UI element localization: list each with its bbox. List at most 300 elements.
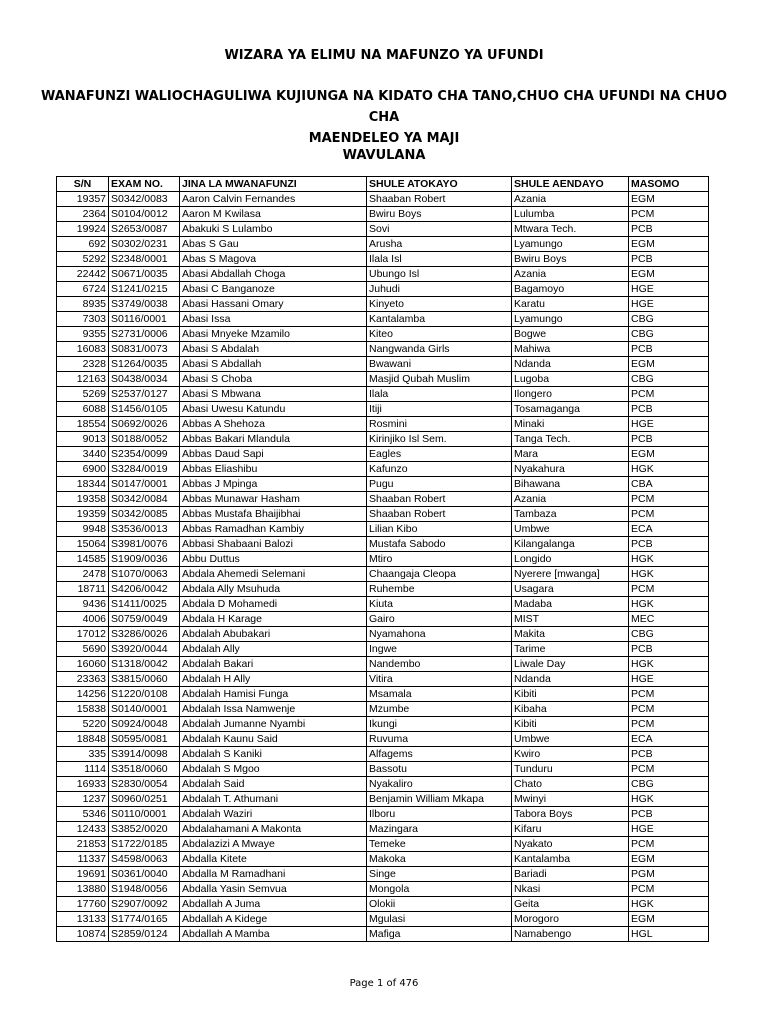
cell-school-from: Ubungo Isl — [367, 267, 512, 282]
cell-school-to: Minaki — [512, 417, 629, 432]
cell-student-name: Abdalah Issa Namwenje — [180, 702, 367, 717]
cell-exam-no: S2731/0006 — [109, 327, 180, 342]
cell-student-name: Abbasi Shabaani Balozi — [180, 537, 367, 552]
table-row — [57, 537, 709, 552]
cell-exam-no: S0361/0040 — [109, 867, 180, 882]
header-sn: S/N — [57, 177, 109, 192]
cell-school-from: Kafunzo — [367, 462, 512, 477]
cell-sn: 9436 — [57, 597, 109, 612]
cell-school-to: Makita — [512, 627, 629, 642]
cell-school-from: Ilboru — [367, 807, 512, 822]
cell-subjects: PCB — [629, 747, 709, 762]
cell-school-from: Arusha — [367, 237, 512, 252]
cell-school-to: Tanga Tech. — [512, 432, 629, 447]
cell-school-from: Olokii — [367, 897, 512, 912]
cell-sn: 8935 — [57, 297, 109, 312]
cell-subjects: MEC — [629, 612, 709, 627]
table-row — [57, 222, 709, 237]
cell-sn: 11337 — [57, 852, 109, 867]
cell-subjects: CBG — [629, 627, 709, 642]
cell-student-name: Abdalla Yasin Semvua — [180, 882, 367, 897]
cell-exam-no: S0342/0084 — [109, 492, 180, 507]
cell-sn: 16083 — [57, 342, 109, 357]
header-exam-no: EXAM NO. — [109, 177, 180, 192]
cell-subjects: PCB — [629, 642, 709, 657]
cell-sn: 16060 — [57, 657, 109, 672]
cell-student-name: Abbas A Shehoza — [180, 417, 367, 432]
cell-school-to: Nyakahura — [512, 462, 629, 477]
cell-subjects: CBG — [629, 777, 709, 792]
table-row — [57, 597, 709, 612]
cell-school-to: Morogoro — [512, 912, 629, 927]
cell-exam-no: S0671/0035 — [109, 267, 180, 282]
cell-student-name: Abbu Duttus — [180, 552, 367, 567]
cell-subjects: PCM — [629, 507, 709, 522]
cell-subjects: HGK — [629, 897, 709, 912]
cell-subjects: HGL — [629, 927, 709, 942]
table-row — [57, 567, 709, 582]
cell-school-from: Shaaban Robert — [367, 192, 512, 207]
cell-student-name: Abasi Abdallah Choga — [180, 267, 367, 282]
cell-student-name: Abdala D Mohamedi — [180, 597, 367, 612]
cell-school-from: Chaangaja Cleopa — [367, 567, 512, 582]
cell-exam-no: S3914/0098 — [109, 747, 180, 762]
cell-school-from: Masjid Qubah Muslim — [367, 372, 512, 387]
cell-school-from: Rosmini — [367, 417, 512, 432]
table-row — [57, 792, 709, 807]
table-row — [57, 747, 709, 762]
table-row — [57, 447, 709, 462]
cell-sn: 15838 — [57, 702, 109, 717]
cell-school-from: Itiji — [367, 402, 512, 417]
cell-sn: 6900 — [57, 462, 109, 477]
table-row — [57, 327, 709, 342]
cell-student-name: Abasi Mnyeke Mzamilo — [180, 327, 367, 342]
table-row — [57, 612, 709, 627]
cell-subjects: PCM — [629, 882, 709, 897]
cell-school-to: Longido — [512, 552, 629, 567]
cell-student-name: Abdalazizi A Mwaye — [180, 837, 367, 852]
cell-subjects: HGE — [629, 282, 709, 297]
table-row — [57, 492, 709, 507]
cell-school-to: Azania — [512, 192, 629, 207]
cell-exam-no: S3518/0060 — [109, 762, 180, 777]
cell-student-name: Abdalah Waziri — [180, 807, 367, 822]
cell-school-from: Temeke — [367, 837, 512, 852]
cell-school-from: Bwiru Boys — [367, 207, 512, 222]
cell-subjects: PCB — [629, 252, 709, 267]
cell-subjects: EGM — [629, 912, 709, 927]
cell-sn: 1237 — [57, 792, 109, 807]
cell-sn: 19359 — [57, 507, 109, 522]
table-row — [57, 192, 709, 207]
cell-sn: 14256 — [57, 687, 109, 702]
document-subtitle — [40, 86, 728, 149]
cell-school-to: Kibiti — [512, 717, 629, 732]
cell-subjects: EGM — [629, 357, 709, 372]
cell-sn: 19357 — [57, 192, 109, 207]
cell-sn: 2478 — [57, 567, 109, 582]
cell-subjects: HGK — [629, 567, 709, 582]
cell-school-to: Mwinyi — [512, 792, 629, 807]
table-row — [57, 777, 709, 792]
cell-exam-no: S2907/0092 — [109, 897, 180, 912]
table-row — [57, 282, 709, 297]
cell-student-name: Abas S Magova — [180, 252, 367, 267]
table-row — [57, 852, 709, 867]
cell-subjects: EGM — [629, 447, 709, 462]
cell-subjects: CBG — [629, 372, 709, 387]
cell-school-from: Nyamahona — [367, 627, 512, 642]
cell-school-from: Bassotu — [367, 762, 512, 777]
cell-school-from: Nandembo — [367, 657, 512, 672]
cell-student-name: Abdala Ahemedi Selemani — [180, 567, 367, 582]
cell-school-from: Kinyeto — [367, 297, 512, 312]
cell-school-to: Mara — [512, 447, 629, 462]
cell-school-to: Lyamungo — [512, 237, 629, 252]
cell-exam-no: S0140/0001 — [109, 702, 180, 717]
cell-sn: 18344 — [57, 477, 109, 492]
cell-student-name: Abdalah S Mgoo — [180, 762, 367, 777]
table-row — [57, 207, 709, 222]
table-row — [57, 702, 709, 717]
cell-school-to: Kifaru — [512, 822, 629, 837]
cell-exam-no: S0116/0001 — [109, 312, 180, 327]
cell-sn: 13880 — [57, 882, 109, 897]
cell-sn: 15064 — [57, 537, 109, 552]
cell-subjects: PCM — [629, 762, 709, 777]
cell-exam-no: S2653/0087 — [109, 222, 180, 237]
cell-exam-no: S0342/0083 — [109, 192, 180, 207]
cell-exam-no: S4206/0042 — [109, 582, 180, 597]
cell-school-to: Madaba — [512, 597, 629, 612]
cell-exam-no: S3920/0044 — [109, 642, 180, 657]
cell-student-name: Abdalah T. Athumani — [180, 792, 367, 807]
cell-school-to: Bariadi — [512, 867, 629, 882]
cell-student-name: Abbas Ramadhan Kambiy — [180, 522, 367, 537]
cell-school-to: Tarime — [512, 642, 629, 657]
cell-exam-no: S0110/0001 — [109, 807, 180, 822]
cell-school-from: Msamala — [367, 687, 512, 702]
cell-subjects: PCM — [629, 582, 709, 597]
cell-subjects: PCM — [629, 687, 709, 702]
section-heading: WAVULANA — [342, 148, 426, 163]
cell-school-from: Sovi — [367, 222, 512, 237]
cell-school-to: Azania — [512, 492, 629, 507]
cell-student-name: Aaron M Kwilasa — [180, 207, 367, 222]
cell-student-name: Abbas J Mpinga — [180, 477, 367, 492]
cell-exam-no: S2859/0124 — [109, 927, 180, 942]
cell-subjects: PCB — [629, 807, 709, 822]
cell-school-to: Kantalamba — [512, 852, 629, 867]
cell-school-to: Ndanda — [512, 357, 629, 372]
table-row — [57, 477, 709, 492]
cell-school-to: Tambaza — [512, 507, 629, 522]
cell-school-to: Ilongero — [512, 387, 629, 402]
cell-subjects: HGE — [629, 822, 709, 837]
cell-subjects: CBA — [629, 477, 709, 492]
table-body — [57, 192, 709, 942]
table-row — [57, 252, 709, 267]
cell-exam-no: S1220/0108 — [109, 687, 180, 702]
cell-school-from: Kiuta — [367, 597, 512, 612]
cell-student-name: Abdalahamani A Makonta — [180, 822, 367, 837]
cell-exam-no: S0147/0001 — [109, 477, 180, 492]
table-row — [57, 582, 709, 597]
cell-school-from: Nangwanda Girls — [367, 342, 512, 357]
cell-school-from: Nyakaliro — [367, 777, 512, 792]
cell-sn: 6724 — [57, 282, 109, 297]
cell-school-to: Bogwe — [512, 327, 629, 342]
table-row — [57, 627, 709, 642]
cell-subjects: EGM — [629, 237, 709, 252]
cell-student-name: Abbas Daud Sapi — [180, 447, 367, 462]
cell-exam-no: S0960/0251 — [109, 792, 180, 807]
cell-school-from: Vitira — [367, 672, 512, 687]
cell-student-name: Abas S Gau — [180, 237, 367, 252]
header-school-from: SHULE ATOKAYO — [367, 177, 512, 192]
cell-student-name: Abbas Eliashibu — [180, 462, 367, 477]
cell-sn: 22442 — [57, 267, 109, 282]
cell-school-from: Ingwe — [367, 642, 512, 657]
cell-school-from: Makoka — [367, 852, 512, 867]
header-school-to: SHULE AENDAYO — [512, 177, 629, 192]
cell-school-to: Lulumba — [512, 207, 629, 222]
table-row — [57, 717, 709, 732]
cell-sn: 18711 — [57, 582, 109, 597]
cell-student-name: Abasi S Choba — [180, 372, 367, 387]
cell-student-name: Abdalah Abubakari — [180, 627, 367, 642]
cell-student-name: Abdalah Said — [180, 777, 367, 792]
cell-sn: 17012 — [57, 627, 109, 642]
cell-sn: 1114 — [57, 762, 109, 777]
cell-school-from: Lilian Kibo — [367, 522, 512, 537]
cell-exam-no: S1070/0063 — [109, 567, 180, 582]
cell-school-to: Geita — [512, 897, 629, 912]
cell-sn: 2364 — [57, 207, 109, 222]
cell-sn: 18554 — [57, 417, 109, 432]
cell-exam-no: S0188/0052 — [109, 432, 180, 447]
cell-exam-no: S1264/0035 — [109, 357, 180, 372]
cell-sn: 9948 — [57, 522, 109, 537]
cell-student-name: Abdala H Karage — [180, 612, 367, 627]
cell-sn: 19358 — [57, 492, 109, 507]
subtitle-line-2: MAENDELEO YA MAJI — [308, 131, 460, 146]
cell-student-name: Abdalah Jumanne Nyambi — [180, 717, 367, 732]
cell-student-name: Abasi Issa — [180, 312, 367, 327]
cell-school-from: Kantalamba — [367, 312, 512, 327]
cell-school-to: MIST — [512, 612, 629, 627]
cell-subjects: PCB — [629, 222, 709, 237]
cell-school-from: Ikungi — [367, 717, 512, 732]
cell-sn: 23363 — [57, 672, 109, 687]
cell-school-to: Nkasi — [512, 882, 629, 897]
cell-student-name: Aaron Calvin Fernandes — [180, 192, 367, 207]
cell-school-from: Mzumbe — [367, 702, 512, 717]
page-number: Page 1 of 476 — [349, 978, 419, 989]
table-row — [57, 897, 709, 912]
cell-exam-no: S0831/0073 — [109, 342, 180, 357]
table-row — [57, 342, 709, 357]
cell-school-from: Pugu — [367, 477, 512, 492]
cell-sn: 2328 — [57, 357, 109, 372]
table-row — [57, 837, 709, 852]
cell-school-from: Juhudi — [367, 282, 512, 297]
cell-student-name: Abasi Hassani Omary — [180, 297, 367, 312]
cell-sn: 4006 — [57, 612, 109, 627]
table-row — [57, 732, 709, 747]
cell-student-name: Abasi S Mbwana — [180, 387, 367, 402]
cell-sn: 5690 — [57, 642, 109, 657]
cell-student-name: Abdallah A Juma — [180, 897, 367, 912]
cell-school-from: Benjamin William Mkapa — [367, 792, 512, 807]
cell-exam-no: S2830/0054 — [109, 777, 180, 792]
cell-subjects: HGK — [629, 657, 709, 672]
cell-exam-no: S0438/0034 — [109, 372, 180, 387]
cell-subjects: HGE — [629, 297, 709, 312]
cell-student-name: Abdallah A Mamba — [180, 927, 367, 942]
cell-subjects: PGM — [629, 867, 709, 882]
cell-exam-no: S1722/0185 — [109, 837, 180, 852]
cell-school-from: Mafiga — [367, 927, 512, 942]
cell-school-from: Mazingara — [367, 822, 512, 837]
cell-school-to: Kibiti — [512, 687, 629, 702]
cell-sn: 6088 — [57, 402, 109, 417]
cell-sn: 14585 — [57, 552, 109, 567]
cell-school-to: Bagamoyo — [512, 282, 629, 297]
ministry-title: WIZARA YA ELIMU NA MAFUNZO YA UFUNDI — [224, 48, 544, 63]
cell-exam-no: S0104/0012 — [109, 207, 180, 222]
cell-subjects: PCB — [629, 537, 709, 552]
table-row — [57, 927, 709, 942]
subtitle-line-1: WANAFUNZI WALIOCHAGULIWA KUJIUNGA NA KIDATO CHA TANO,CHUO CHA UFUNDI NA CHUO CHA — [40, 89, 728, 125]
table-row — [57, 402, 709, 417]
cell-sn: 7303 — [57, 312, 109, 327]
cell-school-to: Lugoba — [512, 372, 629, 387]
cell-school-to: Bihawana — [512, 477, 629, 492]
table-row — [57, 822, 709, 837]
cell-subjects: PCM — [629, 837, 709, 852]
cell-sn: 21853 — [57, 837, 109, 852]
cell-exam-no: S0342/0085 — [109, 507, 180, 522]
cell-sn: 5269 — [57, 387, 109, 402]
cell-exam-no: S3749/0038 — [109, 297, 180, 312]
cell-sn: 13133 — [57, 912, 109, 927]
cell-sn: 3440 — [57, 447, 109, 462]
cell-exam-no: S3284/0019 — [109, 462, 180, 477]
cell-sn: 12163 — [57, 372, 109, 387]
table-row — [57, 762, 709, 777]
cell-school-to: Namabengo — [512, 927, 629, 942]
table-row — [57, 912, 709, 927]
cell-school-to: Nyerere [mwanga] — [512, 567, 629, 582]
cell-sn: 5292 — [57, 252, 109, 267]
cell-school-to: Chato — [512, 777, 629, 792]
cell-student-name: Abdalla Kitete — [180, 852, 367, 867]
cell-student-name: Abasi C Banganoze — [180, 282, 367, 297]
cell-subjects: HGK — [629, 462, 709, 477]
cell-subjects: HGE — [629, 672, 709, 687]
cell-school-from: Mgulasi — [367, 912, 512, 927]
cell-subjects: ECA — [629, 522, 709, 537]
cell-student-name: Abdalla M Ramadhani — [180, 867, 367, 882]
cell-student-name: Abdallah A Kidege — [180, 912, 367, 927]
cell-school-to: Liwale Day — [512, 657, 629, 672]
cell-subjects: PCM — [629, 207, 709, 222]
cell-student-name: Abasi S Abdallah — [180, 357, 367, 372]
cell-school-from: Shaaban Robert — [367, 492, 512, 507]
cell-exam-no: S1774/0165 — [109, 912, 180, 927]
cell-student-name: Abdalah S Kaniki — [180, 747, 367, 762]
cell-sn: 5346 — [57, 807, 109, 822]
cell-school-to: Kilangalanga — [512, 537, 629, 552]
cell-student-name: Abbas Bakari Mlandula — [180, 432, 367, 447]
cell-school-from: Ilala — [367, 387, 512, 402]
cell-exam-no: S4598/0063 — [109, 852, 180, 867]
cell-school-to: Umbwe — [512, 522, 629, 537]
header-subjects: MASOMO — [629, 177, 709, 192]
cell-school-to: Tunduru — [512, 762, 629, 777]
cell-exam-no: S1411/0025 — [109, 597, 180, 612]
table-row — [57, 687, 709, 702]
cell-school-from: Mtiro — [367, 552, 512, 567]
cell-student-name: Abasi S Abdalah — [180, 342, 367, 357]
cell-subjects: CBG — [629, 312, 709, 327]
table-row — [57, 432, 709, 447]
cell-school-to: Usagara — [512, 582, 629, 597]
cell-exam-no: S3286/0026 — [109, 627, 180, 642]
cell-subjects: PCB — [629, 432, 709, 447]
table-row — [57, 462, 709, 477]
table-row — [57, 237, 709, 252]
cell-subjects: PCM — [629, 702, 709, 717]
cell-exam-no: S1241/0215 — [109, 282, 180, 297]
cell-school-to: Kibaha — [512, 702, 629, 717]
table-row — [57, 882, 709, 897]
cell-student-name: Abdalah Hamisi Funga — [180, 687, 367, 702]
cell-subjects: HGK — [629, 792, 709, 807]
table-row — [57, 312, 709, 327]
cell-exam-no: S0759/0049 — [109, 612, 180, 627]
table-row — [57, 657, 709, 672]
cell-sn: 19924 — [57, 222, 109, 237]
cell-subjects: PCM — [629, 717, 709, 732]
cell-school-from: Bwawani — [367, 357, 512, 372]
cell-sn: 335 — [57, 747, 109, 762]
table-row — [57, 387, 709, 402]
table-row — [57, 507, 709, 522]
cell-student-name: Abbas Mustafa Bhaijibhai — [180, 507, 367, 522]
cell-sn: 19691 — [57, 867, 109, 882]
cell-exam-no: S1318/0042 — [109, 657, 180, 672]
cell-exam-no: S2354/0099 — [109, 447, 180, 462]
cell-school-from: Kiteo — [367, 327, 512, 342]
cell-student-name: Abdalah H Ally — [180, 672, 367, 687]
cell-student-name: Abdala Ally Msuhuda — [180, 582, 367, 597]
cell-exam-no: S1948/0056 — [109, 882, 180, 897]
cell-school-from: Kirinjiko Isl Sem. — [367, 432, 512, 447]
cell-subjects: PCM — [629, 387, 709, 402]
header-student-name: JINA LA MWANAFUNZI — [180, 177, 367, 192]
cell-student-name: Abasi Uwesu Katundu — [180, 402, 367, 417]
cell-exam-no: S0924/0048 — [109, 717, 180, 732]
table-row — [57, 672, 709, 687]
table-row — [57, 522, 709, 537]
cell-school-to: Nyakato — [512, 837, 629, 852]
cell-sn: 5220 — [57, 717, 109, 732]
cell-exam-no: S3815/0060 — [109, 672, 180, 687]
cell-sn: 17760 — [57, 897, 109, 912]
